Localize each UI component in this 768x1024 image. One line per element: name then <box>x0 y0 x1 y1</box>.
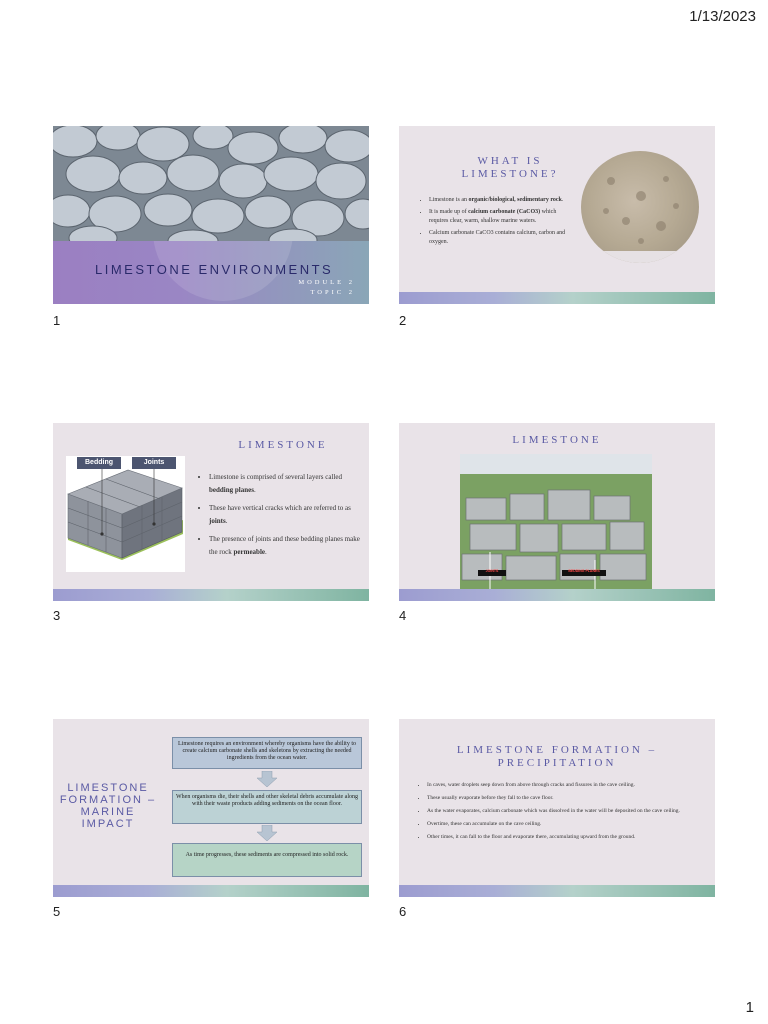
bedding-photo-label: BEDDING PLANES <box>568 569 600 573</box>
flow-step: As time progresses, these sediments are compressed into solid rock. <box>172 843 362 877</box>
slide-title: LIMESTONE <box>512 434 602 446</box>
slide-footer-bar <box>53 589 369 601</box>
slide-number: 5 <box>53 904 61 919</box>
slide-title: LIMESTONE <box>238 439 328 451</box>
list-item: • Limestone is comprised of several layers called bedding planes. <box>209 471 366 497</box>
slide-footer-bar <box>53 885 369 897</box>
slide-4 <box>399 423 715 601</box>
bullet-list <box>201 471 366 562</box>
handout-page-number: 1 <box>745 999 754 1016</box>
list-item: • These usually evaporate before they fall to the cave floor. <box>427 794 709 802</box>
limestone-sample-photo <box>581 151 699 263</box>
list-item: • Calcium carbonate CaCO3 contains calcium, carbon and oxygen. <box>429 229 571 247</box>
rocks-photo <box>53 126 369 241</box>
down-arrow-icon <box>257 825 277 841</box>
list-item: • It is made up of calcium carbonate (CaCO3) which requires clear, warm, shallow marine waters. <box>429 208 571 226</box>
slide-title: LIMESTONE ENVIRONMENTS <box>95 262 334 277</box>
bullet-list <box>421 196 571 250</box>
slide-title: LIMESTONE FORMATION – PRECIPITATION <box>456 744 658 769</box>
slide-1 <box>53 126 369 304</box>
slide-subtitle: MODULE 2 TOPIC 2 <box>298 279 355 296</box>
joints-photo-label: JOINTS <box>485 569 499 573</box>
list-item: • The presence of joints and these bedding planes make the rock permeable. <box>209 533 366 559</box>
list-item: • Overtime, these can accumulate on the cave ceiling. <box>427 820 709 828</box>
list-item: • In caves, water droplets seep down from above through cracks and fissures in the cave ceiling. <box>427 781 709 789</box>
limestone-pavement-photo <box>460 454 652 589</box>
flow-step: When organisms die, their shells and other skeletal debris accumulate along with their waste products adding sediments on the ocean floor. <box>172 790 362 824</box>
slide-2 <box>399 126 715 304</box>
joints-label: Joints <box>132 457 176 469</box>
slide-6 <box>399 719 715 897</box>
list-item: • Other times, it can fall to the floor and evaporate there, accumulating upward from the ground. <box>427 833 709 841</box>
slide-number: 3 <box>53 608 61 623</box>
slide-footer-bar <box>399 885 715 897</box>
slide-number: 2 <box>399 313 407 328</box>
bedding-label: Bedding <box>77 457 121 469</box>
slide-title: LIMESTONE FORMATION – MARINE IMPACT <box>59 782 157 830</box>
list-item: • These have vertical cracks which are referred to as joints. <box>209 502 366 528</box>
print-date: 1/13/2023 <box>689 8 756 25</box>
list-item: • As the water evaporates, calcium carbonate which was dissolved in the water will be deposited on the cave ceiling. <box>427 807 709 815</box>
slide-title: WHAT IS LIMESTONE? <box>461 155 559 180</box>
bedding-joints-diagram <box>66 456 185 572</box>
slide-footer-bar <box>399 589 715 601</box>
down-arrow-icon <box>257 771 277 787</box>
slide-5 <box>53 719 369 897</box>
bullet-list <box>419 781 709 846</box>
slide-number: 4 <box>399 608 407 623</box>
flow-step: Limestone requires an environment whereby organisms have the ability to create calcium carbonate shells and skeletons by extracting the needed ingredients from the ocean water. <box>172 737 362 769</box>
list-item: • Limestone is an organic/biological, sedimentary rock. <box>429 196 571 205</box>
slide-footer-bar <box>399 292 715 304</box>
slide-number: 1 <box>53 313 61 328</box>
slide-3 <box>53 423 369 601</box>
slide-number: 6 <box>399 904 407 919</box>
